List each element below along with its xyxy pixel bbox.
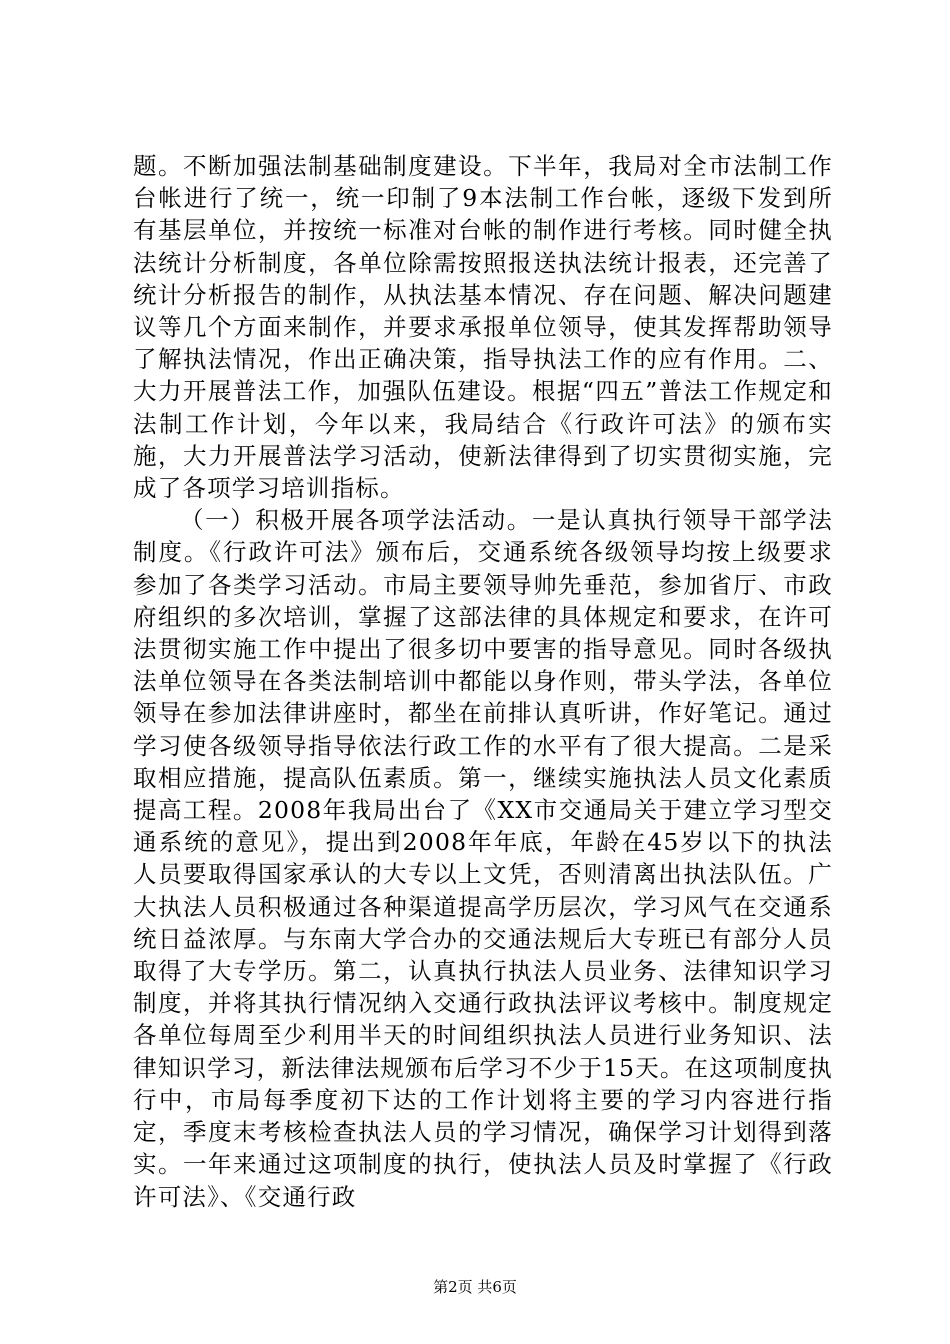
paragraph-2: （一）积极开展各项学法活动。一是认真执行领导干部学法制度。《行政许可法》颁布后，交通系统各级领导均按上级要求参加了各类学习活动。市局主要领导帅先垂范，参加省厅、市政府组织的多次培训，掌握了这部法律的具体规定和要求，在许可法贯彻实施工作中提出了很多切中要害的指导意见。同时各级执法单位领导在各类法制培训中都能以身作则，带头学法，各单位领导在参加法律讲座时，都坐在前排认真听讲，作好笔记。通过学习使各级领导指导依法行政工作的水平有了很大提高。二是采取相应措施，提高队伍素质。第一，继续实施执法人员文化素质提高工程。2008年我局出台了《XX市交通局关于建立学习型交通系统的意见》，提出到2008年年底，年龄在45岁以下的执法人员要取得国家承认的大专以上文凭，否则清离出执法队伍。广大执法人员积极通过各种渠道提高学历层次，学习风气在交通系统日益浓厚。与东南大学合办的交通法规后大专班已有部分人员取得了大专学历。第二，认真执行执法人员业务、法律知识学习制度，并将其执行情况纳入交通行政执法评议考核中。制度规定各单位每周至少利用半天的时间组织执法人员进行业务知识、法律知识学习，新法律法规颁布后学习不少于15天。在这项制度执行中，市局每季度初下达的工作计划将主要的学习内容进行指定，季度末考核检查执法人员的学习情况，确保学习计划得到落实。一年来通过这项制度的执行，使执法人员及时掌握了《行政许可法》、《交通行政 [133,506,833,1211]
document-body [133,150,833,1213]
page-footer: 第2页 共6页 [433,1278,517,1296]
paragraph-1: 题。不断加强法制基础制度建设。下半年，我局对全市法制工作台帐进行了统一，统一印制了9本法制工作台帐，逐级下发到所有基层单位，并按统一标准对台帐的制作进行考核。同时健全执法统计分析制度，各单位除需按照报送执法统计报表，还完善了统计分析报告的制作，从执法基本情况、存在问题、解决问题建议等几个方面来制作，并要求承报单位领导，使其发挥帮助领导了解执法情况，作出正确决策，指导执法工作的应有作用。二、大力开展普法工作，加强队伍建设。根据“四五”普法工作规定和法制工作计划，今年以来，我局结合《行政许可法》的颁布实施，大力开展普法学习活动，使新法律得到了切实贯彻实施，完成了各项学习培训指标。 [133,152,833,503]
